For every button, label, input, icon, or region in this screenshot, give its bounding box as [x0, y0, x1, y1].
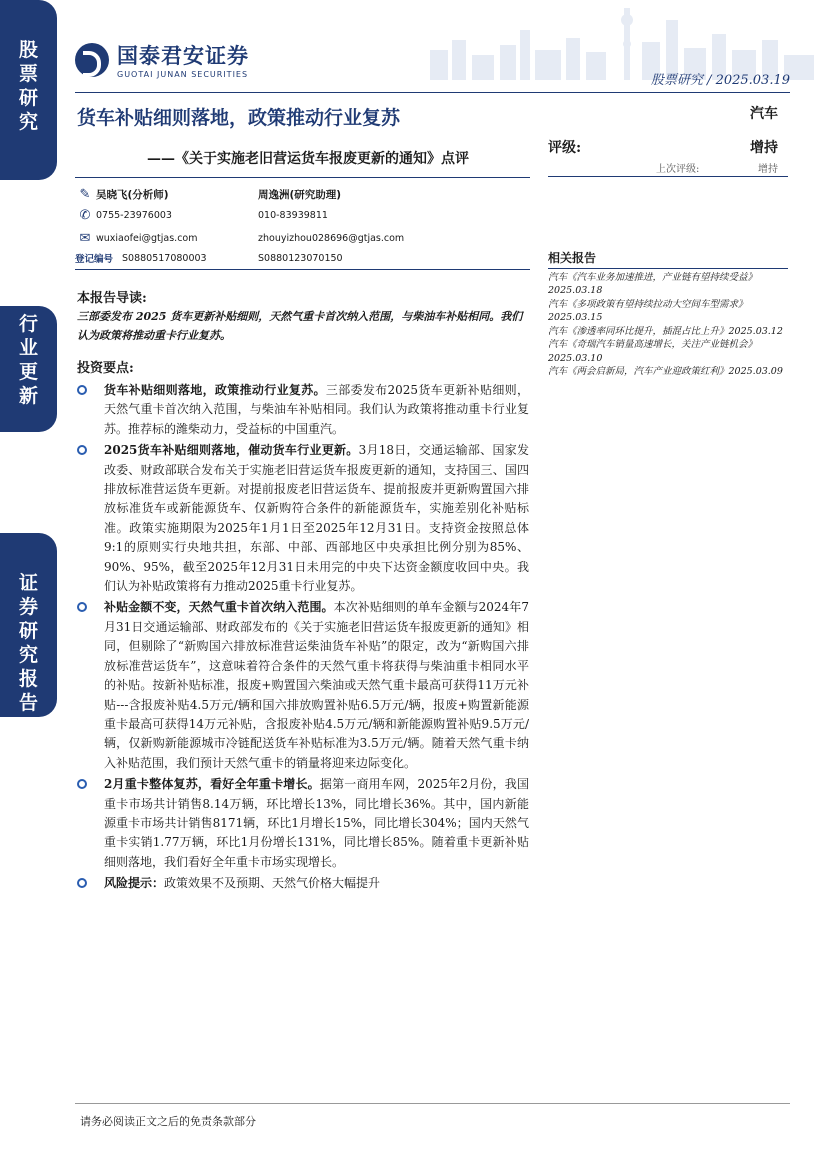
invest-bullet	[77, 874, 529, 893]
analyst-1-phone: 0755-23976003	[96, 209, 172, 221]
analyst-phone-row	[75, 204, 530, 226]
analyst-reg-row	[75, 247, 530, 269]
skyline-illustration	[420, 0, 826, 80]
rating-value: 增持	[750, 140, 778, 156]
guide-text: 三部委发布 2025 货车更新补贴细则，天然气重卡首次纳入范围，与柴油车补贴相同。我们认为政策将推动重卡行业复苏。	[77, 310, 523, 342]
report-category: 股票研究	[650, 73, 703, 88]
report-date: 2025.03.19	[715, 73, 790, 88]
sidebar-tab-label: 股票研究	[18, 39, 38, 133]
analyst-bottom-rule	[75, 269, 530, 270]
bullet-circle-icon	[77, 878, 87, 888]
bullet-lead: 2025货车补贴细则落地，催动货车行业更新。	[104, 443, 359, 458]
bullet-circle-icon	[77, 445, 87, 455]
reg-label: 登记编号	[75, 254, 114, 265]
sidebar-tab-stock-research	[0, 0, 57, 180]
bullet-lead: 补贴金额不变，天然气重卡首次纳入范围。	[104, 600, 334, 615]
bullet-text: 三部委发布2025货车更新补贴细则，天然气重卡首次纳入范围，与柴油车补贴相同。我们认为政策将推动重卡行业复苏。推荐标的潍柴动力，受益标的中国重汽。	[104, 383, 529, 436]
bullet-text: 本次补贴细则的单车金额与2024年7月31日交通运输部、财政部发布的《关于实施老旧营运货车报废更新的通知》相同，但剔除了“新购国六排放标准营运柴油货车补贴”的限定，改为“新购国六排放标准营运货车”，这意味着符合条件的天然气重卡将获得与柴油重卡相同水平的补贴。按新补贴标准，报废+购置国六柴油或天然气重卡最高可获得11万元补贴---含报废补贴4.5万元/辆和国六排放购置补贴6.5万元/辆，报废+购置新能源重卡最高可获得14万元补贴，含报废补贴4.5万元/辆和新能源购置补贴9.5万元/辆，仅新购新能源城市冷链配送货车补贴标准为3.5万元/辆。随着天然气重卡纳入补贴范围，我们预计天然气重卡的销量将迎来边际变化。	[104, 600, 529, 770]
sidebar-tab-label: 行业更新	[18, 313, 38, 407]
bullet-circle-icon	[77, 385, 87, 395]
invest-bullet	[77, 381, 529, 439]
email-icon: ✉	[79, 230, 91, 246]
sidebar-tab-securities-report	[0, 533, 57, 717]
related-reports-heading: 相关报告	[548, 251, 597, 265]
related-report-item[interactable]: 汽车《奇瑞汽车销量高速增长，关注产业链机会》2025.03.10	[548, 339, 758, 364]
logo-mark-icon	[75, 43, 109, 77]
analyst-1-name: 吴晓飞(分析师)	[96, 188, 169, 201]
prev-rating-label: 上次评级:	[656, 164, 700, 175]
logo-cn-name: 国泰君安证券	[117, 44, 249, 68]
related-report-item[interactable]: 汽车《汽车业务加速推进，产业链有望持续受益》2025.03.18	[548, 271, 758, 296]
report-title: 货车补贴细则落地，政策推动行业复苏	[77, 107, 401, 129]
sidebar-tab-industry-update	[0, 306, 57, 432]
sidebar-tab-label: 证券研究报告	[18, 572, 38, 714]
analyst-2-phone: 010-83939811	[258, 209, 328, 221]
invest-bullet	[77, 775, 529, 872]
footer-rule	[75, 1103, 790, 1104]
header-rule	[75, 92, 790, 93]
related-report-item[interactable]: 汽车《渗透率同环比提升，插混占比上升》2025.03.12	[548, 325, 783, 337]
bullet-lead: 2月重卡整体复苏，看好全年重卡增长。	[104, 777, 320, 792]
analyst-2-name: 周逸洲(研究助理)	[258, 188, 342, 201]
analyst-2-email[interactable]: zhouyizhou028696@gtjas.com	[258, 232, 405, 244]
bullet-circle-icon	[77, 602, 87, 612]
meta-separator: /	[707, 73, 712, 88]
invest-bullet	[77, 441, 529, 596]
phone-icon: ✆	[79, 207, 91, 223]
bullet-text: 政策效果不及预期、天然气价格大幅提升	[164, 876, 381, 891]
logo-en-name: GUOTAI JUNAN SECURITIES	[117, 70, 249, 79]
invest-bullets	[77, 381, 529, 896]
footer-disclaimer: 请务必阅读正文之后的免责条款部分	[80, 1115, 256, 1128]
sector-name: 汽车	[750, 106, 778, 122]
related-reports	[548, 252, 788, 379]
analyst-1-email[interactable]: wuxiaofei@gtjas.com	[96, 232, 198, 244]
related-report-item[interactable]: 汽车《多项政策有望持续拉动大空间车型需求》2025.03.15	[548, 298, 748, 323]
bullet-text: 3月18日，交通运输部、国家发改委、财政部联合发布关于实施老旧营运货车报废更新的通知，支持国三、国四排放标准营运货车更新。对提前报废老旧营运货车、提前报废并更新购置国六排放标准货车或新能源货车、仅新购符合条件的新能源货车，实施差别化补贴标准。政策实施期限为2025年1月1日至2025年12月31日。支持资金按照总体9:1的原则实行央地共担，东部、中部、西部地区中央承担比例分别为85%、90%、95%，截至2025年12月31日未用完的中央下达资金额度收回中央。我们认为补贴政策将有力推动2025重卡行业复苏。	[104, 443, 529, 594]
bullet-lead: 风险提示：	[104, 876, 165, 891]
bullet-circle-icon	[77, 779, 87, 789]
analyst-name-row	[75, 183, 530, 205]
invest-heading: 投资要点:	[77, 361, 134, 376]
prev-rating-value: 增持	[758, 164, 778, 175]
report-subtitle: ——《关于实施老旧营运货车报废更新的通知》点评	[147, 151, 469, 167]
guide-heading: 本报告导读:	[77, 291, 147, 306]
invest-bullet	[77, 598, 529, 773]
analyst-email-row	[75, 227, 530, 249]
rating-rule	[548, 176, 788, 177]
analyst-2-reg: S0880123070150	[258, 252, 343, 264]
bullet-lead: 货车补贴细则落地，政策推动行业复苏。	[104, 383, 326, 397]
analyst-1-reg: S0880517080003	[122, 252, 207, 264]
related-reports-rule	[548, 268, 788, 269]
analyst-pen-icon: ✎	[79, 186, 91, 202]
report-meta	[651, 69, 790, 88]
related-report-item[interactable]: 汽车《两会启新局，汽车产业迎政策红利》2025.03.09	[548, 366, 783, 377]
company-logo	[75, 40, 249, 79]
bullet-text: 据第一商用车网，2025年2月份，我国重卡市场共计销售8.14万辆，环比增长13%，同比增长36%。其中，国内新能源重卡市场共计销售8171辆，环比1月增长15%，同比增长304%；国内天然气重卡实销1.77万辆，环比1月份增长131%，同比增长85%。随着重卡更新补贴细则落地，我们看好全年重卡市场实现增长。	[104, 777, 529, 869]
analyst-top-rule	[75, 177, 530, 178]
rating-label: 评级:	[548, 140, 582, 156]
